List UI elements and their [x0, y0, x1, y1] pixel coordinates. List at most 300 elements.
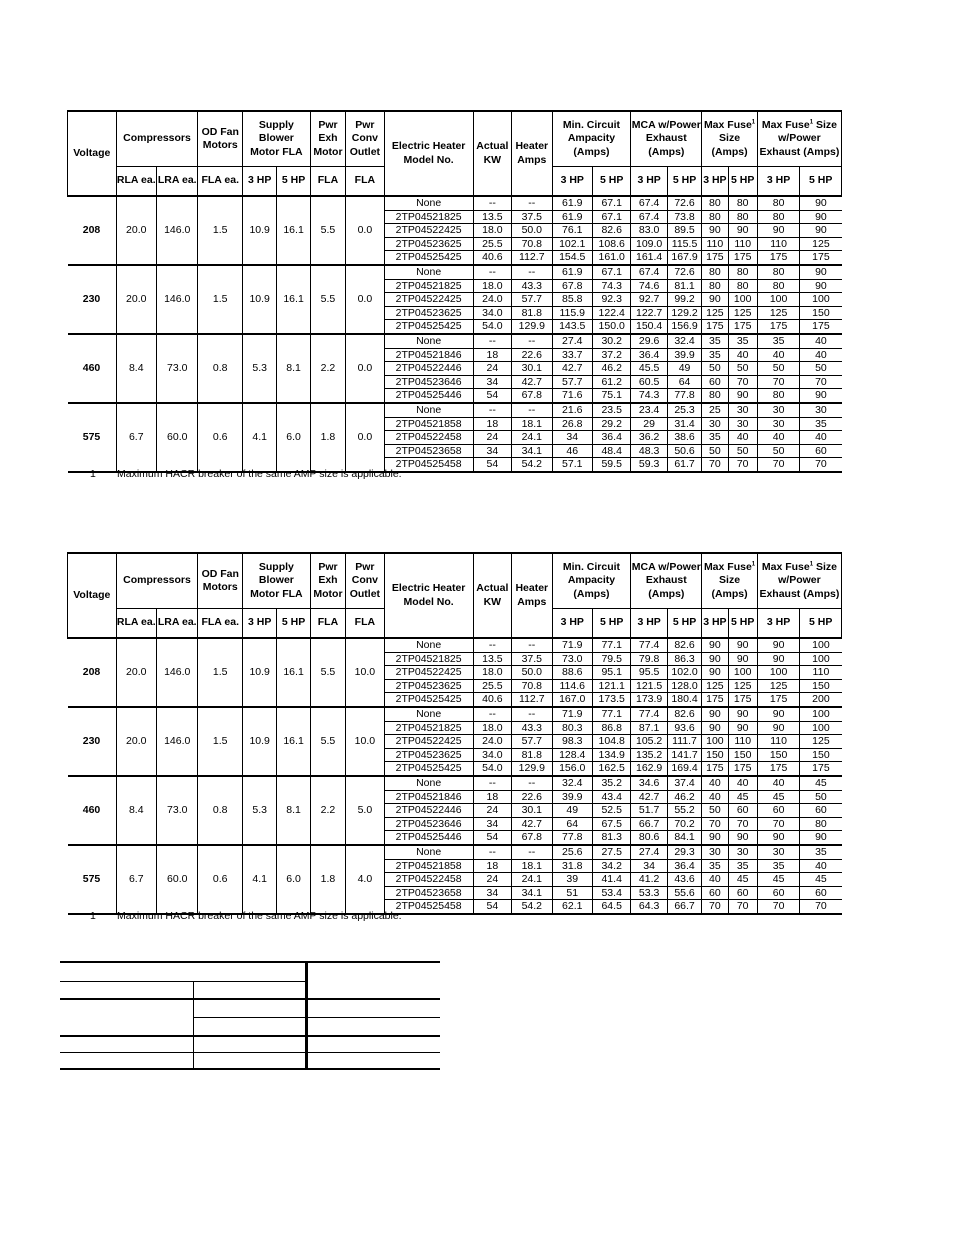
hp5-header: 5 HP [667, 167, 701, 197]
heater-amps-cell: 67.8 [512, 831, 552, 845]
actual-kw-cell: 54.0 [473, 762, 511, 776]
actual-kw-cell: 54 [473, 458, 511, 472]
max-fuse-pwr-3hp-cell: 70 [757, 817, 799, 831]
max-fuse-3hp-cell: 90 [702, 831, 728, 845]
mca-3hp-cell: 143.5 [552, 320, 592, 334]
supply-blower-header: Supply Blower Motor FLA [242, 111, 310, 167]
heater-model-cell: None [384, 776, 473, 790]
lra-cell: 73.0 [157, 334, 198, 403]
heater-model-header: Electric Heater Model No. [384, 553, 473, 638]
max-fuse-pwr-5hp-cell: 175 [800, 320, 842, 334]
actual-kw-cell: 18 [473, 859, 511, 873]
actual-kw-cell: 40.6 [473, 693, 511, 707]
max-fuse-5hp-cell: 175 [728, 320, 757, 334]
max-fuse-3hp-cell: 70 [702, 817, 728, 831]
mca-pwr-5hp-cell: 72.6 [667, 265, 701, 279]
heater-model-cell: None [384, 334, 473, 348]
mca-pwr-3hp-cell: 95.5 [631, 666, 667, 680]
mca-pwr-5hp-cell: 43.6 [667, 873, 701, 887]
mca-pwr-5hp-cell: 55.6 [667, 886, 701, 900]
actual-kw-cell: 18 [473, 790, 511, 804]
hp3-header: 3 HP [702, 609, 728, 639]
heater-model-cell: 2TP04521825 [384, 721, 473, 735]
od-fan-fla-cell: 0.6 [198, 403, 243, 472]
max-fuse-5hp-cell: 30 [728, 403, 757, 417]
mca-5hp-cell: 122.4 [592, 306, 630, 320]
mca-5hp-cell: 53.4 [592, 886, 630, 900]
mca-pwr-3hp-cell: 36.2 [631, 431, 667, 445]
hp5-header: 5 HP [277, 167, 310, 197]
voltage-cell: 230 [68, 707, 117, 776]
mca-3hp-cell: 34 [552, 431, 592, 445]
mca-5hp-cell: 64.5 [592, 900, 630, 914]
footnote-1: 1 Maximum HACR breaker of the same AMP size is applicable. [90, 468, 402, 480]
mca-5hp-cell: 67.1 [592, 265, 630, 279]
max-fuse-pwr-5hp-cell: 30 [800, 403, 842, 417]
rla-cell: 8.4 [116, 334, 156, 403]
footnote-text: Maximum HACR breaker of the same AMP size is applicable. [117, 468, 402, 480]
rule-line [305, 961, 308, 1070]
max-fuse-pwr-5hp-cell: 40 [800, 431, 842, 445]
hp3-header: 3 HP [242, 609, 276, 639]
heater-amps-cell: 129.9 [512, 320, 552, 334]
actual-kw-cell: 18.0 [473, 279, 511, 293]
mca-pwr-3hp-cell: 150.4 [631, 320, 667, 334]
heater-model-cell: None [384, 265, 473, 279]
mca-pwr-3hp-cell: 34 [631, 859, 667, 873]
heater-amps-cell: -- [512, 403, 552, 417]
actual-kw-cell: 18.0 [473, 721, 511, 735]
max-fuse-5hp-cell: 40 [728, 776, 757, 790]
max-fuse-pwr-5hp-cell: 125 [800, 735, 842, 749]
compressors-header: Compressors [116, 553, 198, 609]
hp5-header: 5 HP [592, 609, 630, 639]
max-fuse-5hp-cell: 110 [728, 237, 757, 251]
mca-pwr-5hp-cell: 61.7 [667, 458, 701, 472]
mca-5hp-cell: 36.4 [592, 431, 630, 445]
max-fuse-3hp-cell: 110 [702, 237, 728, 251]
lra-cell: 73.0 [157, 776, 198, 845]
heater-model-header: Electric Heater Model No. [384, 111, 473, 196]
pwr-exh-header: Pwr Exh Motor [310, 111, 345, 167]
heater-amps-cell: 81.8 [512, 306, 552, 320]
table-row [68, 334, 842, 348]
mca-3hp-cell: 167.0 [552, 693, 592, 707]
heater-amps-cell: 24.1 [512, 431, 552, 445]
max-fuse-3hp-cell: 40 [702, 873, 728, 887]
heater-model-cell: 2TP04522458 [384, 431, 473, 445]
heater-amps-cell: -- [512, 334, 552, 348]
rla-cell: 6.7 [116, 403, 156, 472]
max-fuse-3hp-cell: 90 [702, 666, 728, 680]
hp5-header: 5 HP [728, 609, 757, 639]
mca-pwr-5hp-cell: 36.4 [667, 859, 701, 873]
max-fuse-5hp-cell: 50 [728, 362, 757, 376]
supply-blower-5hp-cell: 6.0 [277, 403, 310, 472]
od-fan-fla-cell: 0.6 [198, 845, 243, 914]
mca-5hp-cell: 46.2 [592, 362, 630, 376]
actual-kw-cell: 34 [473, 375, 511, 389]
mca-pwr-5hp-cell: 81.1 [667, 279, 701, 293]
actual-kw-cell: -- [473, 638, 511, 652]
mca-pwr-5hp-cell: 169.4 [667, 762, 701, 776]
max-fuse-pwr-5hp-cell: 175 [800, 251, 842, 265]
max-fuse-pwr-3hp-cell: 90 [757, 224, 799, 238]
actual-kw-cell: -- [473, 776, 511, 790]
pwr-conv-fla-cell: 0.0 [346, 196, 384, 265]
actual-kw-cell: 24 [473, 873, 511, 887]
pwr-conv-fla-cell: 0.0 [346, 334, 384, 403]
pwr-conv-fla-cell: 5.0 [346, 776, 384, 845]
voltage-cell: 460 [68, 776, 117, 845]
heater-model-cell: 2TP04523625 [384, 748, 473, 762]
max-fuse-pwr-3hp-cell: 90 [757, 652, 799, 666]
rule-line [60, 1052, 440, 1053]
max-fuse-pwr-5hp-cell: 70 [800, 458, 842, 472]
mca-pwr-5hp-cell: 111.7 [667, 735, 701, 749]
max-fuse-3hp-cell: 90 [702, 652, 728, 666]
heater-amps-cell: -- [512, 638, 552, 652]
heater-amps-cell: 70.8 [512, 679, 552, 693]
rule-line [60, 961, 440, 963]
heater-amps-cell: 42.7 [512, 375, 552, 389]
lra-cell: 60.0 [157, 403, 198, 472]
mca-pwr-5hp-cell: 70.2 [667, 817, 701, 831]
rla-cell: 8.4 [116, 776, 156, 845]
max-fuse-3hp-cell: 60 [702, 886, 728, 900]
max-fuse-pwr-3hp-cell: 80 [757, 279, 799, 293]
max-fuse-pwr-5hp-cell: 125 [800, 237, 842, 251]
mca-pwr-5hp-cell: 89.5 [667, 224, 701, 238]
max-fuse-pwr-5hp-cell: 45 [800, 873, 842, 887]
mca-3hp-cell: 46 [552, 444, 592, 458]
actual-kw-cell: 18.0 [473, 224, 511, 238]
heater-model-cell: None [384, 845, 473, 859]
footnote-2: 1 Maximum HACR breaker of the same AMP size is applicable. [90, 910, 402, 922]
od-fan-fla-cell: 0.8 [198, 334, 243, 403]
max-fuse-5hp-cell: 35 [728, 334, 757, 348]
max-fuse-pwr-5hp-cell: 200 [800, 693, 842, 707]
od-fan-fla-cell: 1.5 [198, 196, 243, 265]
mca-pwr-3hp-cell: 67.4 [631, 265, 667, 279]
heater-model-cell: 2TP04523646 [384, 817, 473, 831]
max-fuse-3hp-cell: 175 [702, 693, 728, 707]
max-fuse-pwr-5hp-cell: 70 [800, 900, 842, 914]
max-fuse-3hp-cell: 90 [702, 721, 728, 735]
rule-line [193, 1017, 440, 1018]
mca-5hp-cell: 59.5 [592, 458, 630, 472]
max-fuse-5hp-cell: 125 [728, 306, 757, 320]
heater-amps-cell: -- [512, 707, 552, 721]
max-fuse-pwr-3hp-cell: 35 [757, 334, 799, 348]
actual-kw-cell: 24.0 [473, 735, 511, 749]
max-fuse-5hp-cell: 70 [728, 458, 757, 472]
max-fuse-pwr-3hp-cell: 125 [757, 679, 799, 693]
heater-amps-cell: 34.1 [512, 886, 552, 900]
max-fuse-pwr-3hp-cell: 30 [757, 403, 799, 417]
pwr-exh-fla-cell: 5.5 [310, 265, 345, 334]
hp3-header: 3 HP [702, 167, 728, 197]
heater-amps-header: Heater Amps [512, 111, 552, 196]
heater-amps-header: Heater Amps [512, 553, 552, 638]
voltage-header: Voltage [68, 553, 117, 638]
max-fuse-3hp-cell: 80 [702, 265, 728, 279]
mca-pwr-5hp-cell: 37.4 [667, 776, 701, 790]
max-fuse-pwr-5hp-cell: 100 [800, 652, 842, 666]
fla-ea-header: FLA ea. [198, 167, 243, 197]
mca-3hp-cell: 73.0 [552, 652, 592, 666]
max-fuse-3hp-cell: 125 [702, 306, 728, 320]
mca-pwr-5hp-cell: 82.6 [667, 707, 701, 721]
rla-header: RLA ea. [116, 167, 156, 197]
mca-pwr-3hp-cell: 59.3 [631, 458, 667, 472]
max-fuse-power-header: Max Fuse$^1$ Size w/Power Exhaust (Amps) [757, 111, 841, 167]
rla-cell: 20.0 [116, 638, 156, 707]
pwr-exh-fla-cell: 5.5 [310, 707, 345, 776]
mca-3hp-cell: 61.9 [552, 196, 592, 210]
supply-blower-5hp-cell: 16.1 [277, 265, 310, 334]
mca-pwr-5hp-cell: 84.1 [667, 831, 701, 845]
heater-model-cell: 2TP04521858 [384, 417, 473, 431]
max-fuse-pwr-5hp-cell: 40 [800, 859, 842, 873]
heater-amps-cell: 30.1 [512, 362, 552, 376]
max-fuse-5hp-cell: 125 [728, 679, 757, 693]
mca-3hp-cell: 31.8 [552, 859, 592, 873]
max-fuse-5hp-cell: 40 [728, 348, 757, 362]
actual-kw-cell: 13.5 [473, 210, 511, 224]
mca-5hp-cell: 108.6 [592, 237, 630, 251]
max-fuse-3hp-cell: 40 [702, 776, 728, 790]
max-fuse-pwr-5hp-cell: 35 [800, 417, 842, 431]
max-fuse-5hp-cell: 175 [728, 762, 757, 776]
max-fuse-pwr-5hp-cell: 50 [800, 790, 842, 804]
mca-pwr-3hp-cell: 74.3 [631, 389, 667, 403]
mca-pwr-3hp-cell: 79.8 [631, 652, 667, 666]
heater-model-cell: None [384, 707, 473, 721]
supply-blower-5hp-cell: 16.1 [277, 638, 310, 707]
actual-kw-cell: -- [473, 707, 511, 721]
actual-kw-cell: 18 [473, 417, 511, 431]
mca-pwr-3hp-cell: 29 [631, 417, 667, 431]
max-fuse-5hp-cell: 150 [728, 748, 757, 762]
mca-pwr-3hp-cell: 53.3 [631, 886, 667, 900]
mca-5hp-cell: 79.5 [592, 652, 630, 666]
heater-model-cell: 2TP04522458 [384, 873, 473, 887]
heater-amps-cell: 81.8 [512, 748, 552, 762]
actual-kw-cell: 25.5 [473, 679, 511, 693]
max-fuse-pwr-3hp-cell: 45 [757, 873, 799, 887]
heater-amps-cell: 57.7 [512, 735, 552, 749]
max-fuse-3hp-cell: 90 [702, 224, 728, 238]
max-fuse-5hp-cell: 80 [728, 210, 757, 224]
heater-model-cell: 2TP04525446 [384, 831, 473, 845]
heater-amps-cell: 129.9 [512, 762, 552, 776]
max-fuse-3hp-cell: 50 [702, 804, 728, 818]
mca-5hp-cell: 37.2 [592, 348, 630, 362]
actual-kw-cell: 13.5 [473, 652, 511, 666]
max-fuse-pwr-5hp-cell: 60 [800, 886, 842, 900]
min-circuit-header: Min. Circuit Ampacity (Amps) [552, 111, 631, 167]
actual-kw-cell: 54.0 [473, 320, 511, 334]
max-fuse-pwr-5hp-cell: 90 [800, 196, 842, 210]
actual-kw-cell: -- [473, 403, 511, 417]
pwr-conv-fla-cell: 4.0 [346, 845, 384, 914]
compressors-header: Compressors [116, 111, 198, 167]
mca-pwr-5hp-cell: 50.6 [667, 444, 701, 458]
mca-pwr-5hp-cell: 73.8 [667, 210, 701, 224]
mca-5hp-cell: 77.1 [592, 638, 630, 652]
mca-pwr-3hp-cell: 23.4 [631, 403, 667, 417]
lra-cell: 146.0 [157, 638, 198, 707]
table-row [68, 265, 842, 279]
supply-blower-5hp-cell: 6.0 [277, 845, 310, 914]
actual-kw-cell: 24 [473, 362, 511, 376]
mca-pwr-5hp-cell: 72.6 [667, 196, 701, 210]
table-row [68, 403, 842, 417]
hp5-header: 5 HP [592, 167, 630, 197]
max-fuse-3hp-cell: 175 [702, 251, 728, 265]
mca-3hp-cell: 71.9 [552, 707, 592, 721]
heater-model-cell: 2TP04521825 [384, 652, 473, 666]
mca-pwr-3hp-cell: 45.5 [631, 362, 667, 376]
mca-3hp-cell: 128.4 [552, 748, 592, 762]
heater-model-cell: 2TP04522425 [384, 293, 473, 307]
mca-3hp-cell: 80.3 [552, 721, 592, 735]
mca-pwr-3hp-cell: 161.4 [631, 251, 667, 265]
max-fuse-3hp-cell: 175 [702, 320, 728, 334]
electrical-data-table-2 [67, 552, 842, 915]
mca-pwr-3hp-cell: 29.6 [631, 334, 667, 348]
actual-kw-cell: 34 [473, 886, 511, 900]
rla-cell: 20.0 [116, 196, 156, 265]
heater-model-cell: 2TP04522446 [384, 362, 473, 376]
mca-pwr-5hp-cell: 29.3 [667, 845, 701, 859]
mca-pwr-5hp-cell: 32.4 [667, 334, 701, 348]
max-fuse-5hp-cell: 100 [728, 666, 757, 680]
max-fuse-3hp-cell: 50 [702, 444, 728, 458]
mca-pwr-3hp-cell: 64.3 [631, 900, 667, 914]
mca-pwr-3hp-cell: 67.4 [631, 196, 667, 210]
mca-5hp-cell: 27.5 [592, 845, 630, 859]
supply-blower-3hp-cell: 10.9 [242, 638, 276, 707]
max-fuse-5hp-cell: 90 [728, 831, 757, 845]
mca-5hp-cell: 134.9 [592, 748, 630, 762]
mca-3hp-cell: 156.0 [552, 762, 592, 776]
footnote-text: Maximum HACR breaker of the same AMP size is applicable. [117, 910, 402, 922]
lra-cell: 146.0 [157, 707, 198, 776]
mca-pwr-5hp-cell: 167.9 [667, 251, 701, 265]
max-fuse-pwr-5hp-cell: 90 [800, 224, 842, 238]
mca-pwr-3hp-cell: 36.4 [631, 348, 667, 362]
max-fuse-pwr-5hp-cell: 100 [800, 707, 842, 721]
min-circuit-header: Min. Circuit Ampacity (Amps) [552, 553, 631, 609]
actual-kw-cell: 34.0 [473, 306, 511, 320]
od-fan-fla-cell: 0.8 [198, 776, 243, 845]
mca-5hp-cell: 92.3 [592, 293, 630, 307]
mca-5hp-cell: 23.5 [592, 403, 630, 417]
fla-ea-header: FLA ea. [198, 609, 243, 639]
voltage-header: Voltage [68, 111, 117, 196]
heater-amps-cell: 50.0 [512, 666, 552, 680]
mca-pwr-5hp-cell: 99.2 [667, 293, 701, 307]
mca-pwr-3hp-cell: 173.9 [631, 693, 667, 707]
max-fuse-pwr-5hp-cell: 150 [800, 748, 842, 762]
od-fan-fla-cell: 1.5 [198, 638, 243, 707]
hp3-header: 3 HP [631, 167, 667, 197]
heater-model-cell: 2TP04521825 [384, 210, 473, 224]
voltage-cell: 208 [68, 638, 117, 707]
heater-model-cell: 2TP04521858 [384, 859, 473, 873]
pwr-conv-fla-cell: 10.0 [346, 638, 384, 707]
mca-5hp-cell: 161.0 [592, 251, 630, 265]
max-fuse-pwr-3hp-cell: 80 [757, 265, 799, 279]
mca-pwr-3hp-cell: 66.7 [631, 817, 667, 831]
actual-kw-cell: -- [473, 265, 511, 279]
mca-5hp-cell: 173.5 [592, 693, 630, 707]
mca-5hp-cell: 77.1 [592, 707, 630, 721]
actual-kw-header: Actual KW [473, 111, 511, 196]
mca-3hp-cell: 85.8 [552, 293, 592, 307]
max-fuse-pwr-5hp-cell: 90 [800, 210, 842, 224]
actual-kw-cell: 24.0 [473, 293, 511, 307]
max-fuse-3hp-cell: 30 [702, 845, 728, 859]
hp3-header: 3 HP [757, 167, 799, 197]
max-fuse-3hp-cell: 150 [702, 748, 728, 762]
lra-header: LRA ea. [157, 609, 198, 639]
max-fuse-pwr-3hp-cell: 175 [757, 693, 799, 707]
mca-pwr-5hp-cell: 64 [667, 375, 701, 389]
table-row [68, 845, 842, 859]
max-fuse-5hp-cell: 175 [728, 693, 757, 707]
pwr-conv-fla-cell: 0.0 [346, 265, 384, 334]
hp3-header: 3 HP [757, 609, 799, 639]
mca-pwr-5hp-cell: 55.2 [667, 804, 701, 818]
pwr-exh-fla-cell: 1.8 [310, 403, 345, 472]
heater-model-cell: None [384, 638, 473, 652]
heater-amps-cell: 112.7 [512, 251, 552, 265]
supply-blower-header: Supply Blower Motor FLA [242, 553, 310, 609]
mca-3hp-cell: 21.6 [552, 403, 592, 417]
mca-5hp-cell: 86.8 [592, 721, 630, 735]
mca-5hp-cell: 81.3 [592, 831, 630, 845]
mca-3hp-cell: 102.1 [552, 237, 592, 251]
mca-3hp-cell: 62.1 [552, 900, 592, 914]
mca-pwr-5hp-cell: 46.2 [667, 790, 701, 804]
supply-blower-3hp-cell: 10.9 [242, 707, 276, 776]
max-fuse-5hp-cell: 30 [728, 417, 757, 431]
mca-pwr-5hp-cell: 49 [667, 362, 701, 376]
heater-model-cell: 2TP04525458 [384, 458, 473, 472]
mca-pwr-5hp-cell: 25.3 [667, 403, 701, 417]
max-fuse-pwr-5hp-cell: 40 [800, 348, 842, 362]
mca-pwr-5hp-cell: 141.7 [667, 748, 701, 762]
mca-pwr-3hp-cell: 60.5 [631, 375, 667, 389]
max-fuse-3hp-cell: 50 [702, 362, 728, 376]
max-fuse-5hp-cell: 175 [728, 251, 757, 265]
mca-pwr-3hp-cell: 121.5 [631, 679, 667, 693]
max-fuse-pwr-5hp-cell: 50 [800, 362, 842, 376]
heater-amps-cell: 30.1 [512, 804, 552, 818]
max-fuse-pwr-5hp-cell: 100 [800, 721, 842, 735]
voltage-cell: 230 [68, 265, 117, 334]
max-fuse-pwr-3hp-cell: 80 [757, 389, 799, 403]
mca-pwr-3hp-cell: 41.2 [631, 873, 667, 887]
max-fuse-3hp-cell: 125 [702, 679, 728, 693]
mca-3hp-cell: 33.7 [552, 348, 592, 362]
pwr-exh-fla-cell: 2.2 [310, 776, 345, 845]
heater-model-cell: 2TP04522446 [384, 804, 473, 818]
max-fuse-3hp-cell: 35 [702, 431, 728, 445]
